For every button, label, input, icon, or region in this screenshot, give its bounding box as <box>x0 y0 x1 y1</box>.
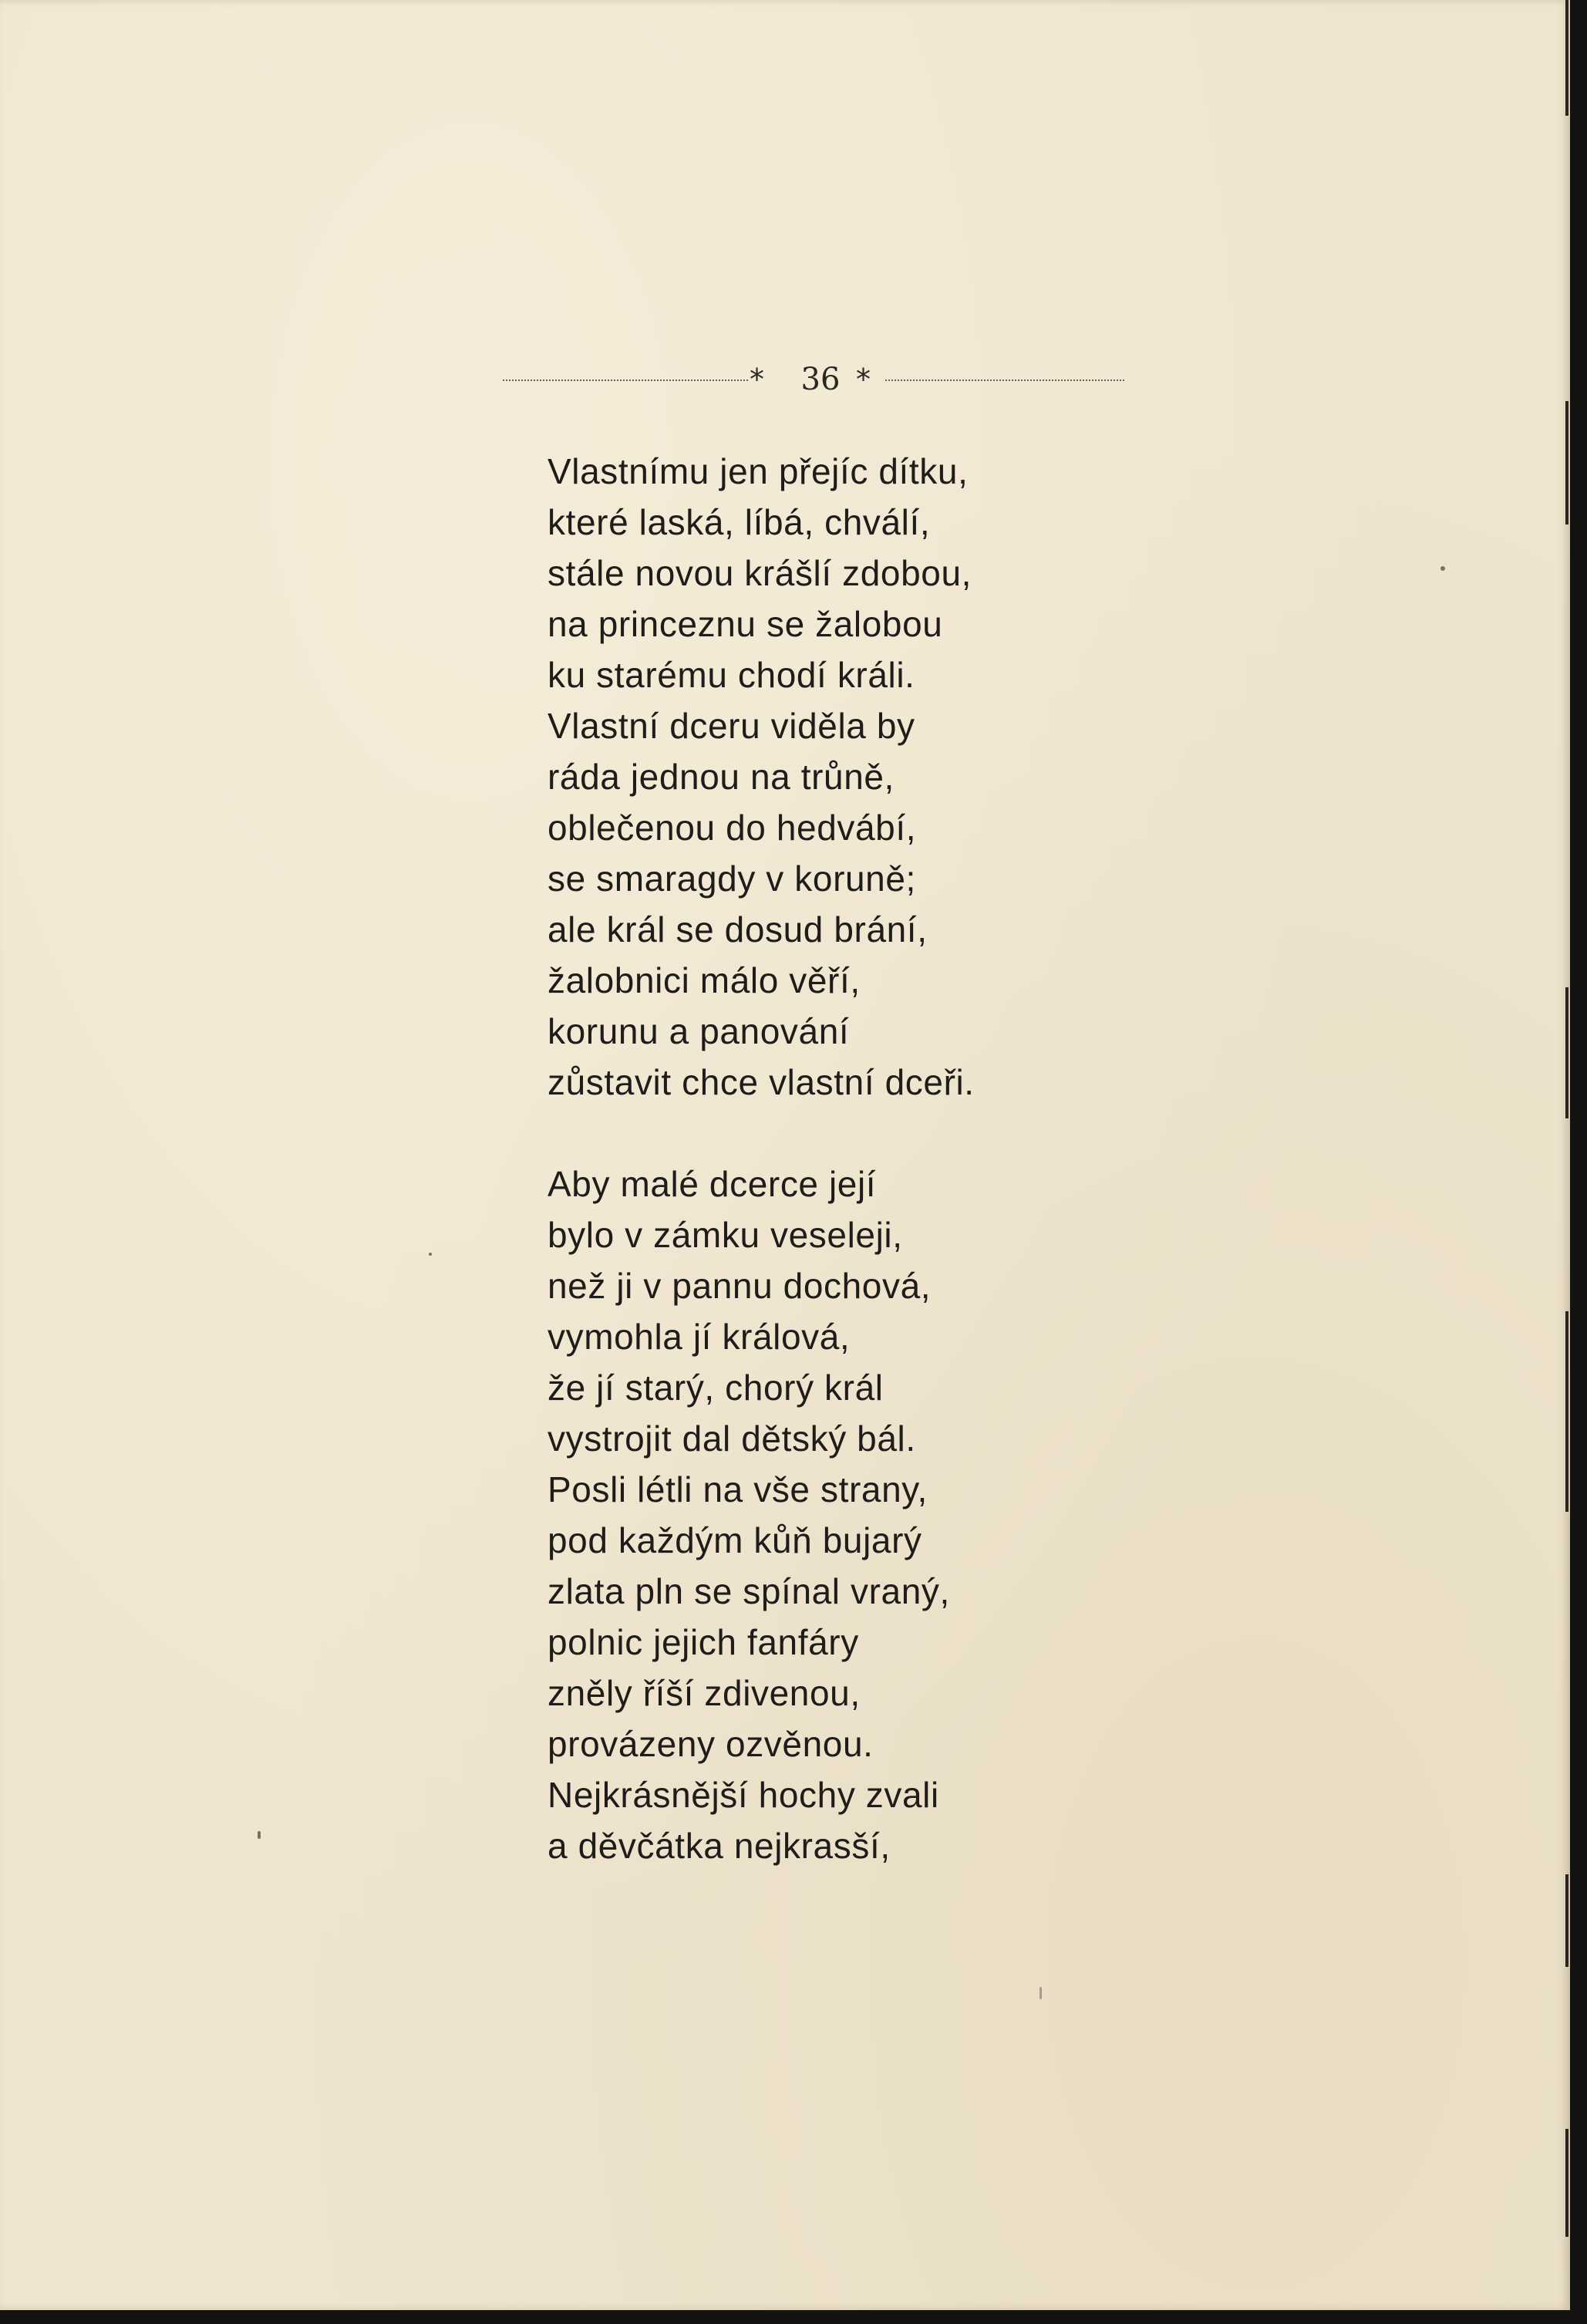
poem-line: Nejkrásnější hochy zvali <box>548 1775 939 1815</box>
stanza-1 <box>548 446 1473 1108</box>
dotted-rule-right <box>885 379 1124 381</box>
poem-line: Vlastní dceru viděla by <box>548 706 915 746</box>
paper-speck <box>1440 566 1445 571</box>
poem-line: korunu a panování <box>548 1011 850 1051</box>
poem-line: ráda jednou na trůně, <box>548 757 895 797</box>
poem-line: a děvčátka nejkrasší, <box>548 1826 891 1866</box>
poem-line: vymohla jí králová, <box>548 1317 851 1357</box>
poem-line: se smaragdy v koruně; <box>548 858 916 899</box>
page-edge-shadow <box>1565 1874 1568 1967</box>
poem-line: oblečenou do hedvábí, <box>548 808 917 848</box>
poem-line: žalobnici málo věří, <box>548 960 861 1000</box>
poem-line: polnic jejich fanfáry <box>548 1622 859 1662</box>
paper-speck <box>429 1253 432 1256</box>
poem-line: vystrojit dal dětský bál. <box>548 1418 916 1459</box>
poem-line: bylo v zámku veseleji, <box>548 1215 903 1255</box>
poem-line: Vlastnímu jen přejíc dítku, <box>548 451 969 491</box>
poem-line: pod každým kůň bujarý <box>548 1520 922 1560</box>
poem-line: ale král se dosud brání, <box>548 909 928 950</box>
page-edge-shadow <box>1565 1311 1568 1512</box>
poem-line: zůstavit chce vlastní dceři. <box>548 1062 975 1102</box>
poem-line: na princeznu se žalobou <box>548 604 943 644</box>
page-edge-shadow <box>1565 987 1568 1118</box>
dotted-rule-left <box>503 379 748 381</box>
page-edge-shadow <box>1565 0 1568 116</box>
poem-line: provázeny ozvěnou. <box>548 1724 874 1764</box>
poem-text <box>548 446 1473 1871</box>
poem-line: zlata pln se spínal vraný, <box>548 1571 950 1611</box>
poem-line: než ji v pannu dochová, <box>548 1266 932 1306</box>
poem-line: Posli létli na vše strany, <box>548 1469 928 1509</box>
poem-line: Aby malé dcerce její <box>548 1164 877 1204</box>
page-header <box>503 361 1124 398</box>
poem-line: že jí starý, chorý král <box>548 1368 884 1408</box>
asterisk-ornament-left: * <box>750 363 764 396</box>
poem-line: stále novou krášlí zdobou, <box>548 553 972 593</box>
page-edge-shadow <box>1565 2129 1568 2237</box>
paper-speck <box>1039 1987 1042 1999</box>
stanza-2 <box>548 1159 1473 1871</box>
asterisk-ornament-right: * <box>856 363 871 396</box>
poem-line: ku starému chodí králi. <box>548 655 915 695</box>
poem-line: které laská, líbá, chválí, <box>548 502 931 542</box>
page-edge-shadow <box>1565 401 1568 525</box>
poem-line: zněly říší zdivenou, <box>548 1673 861 1713</box>
paper-speck <box>258 1831 261 1839</box>
page-number: 36 <box>800 362 841 397</box>
